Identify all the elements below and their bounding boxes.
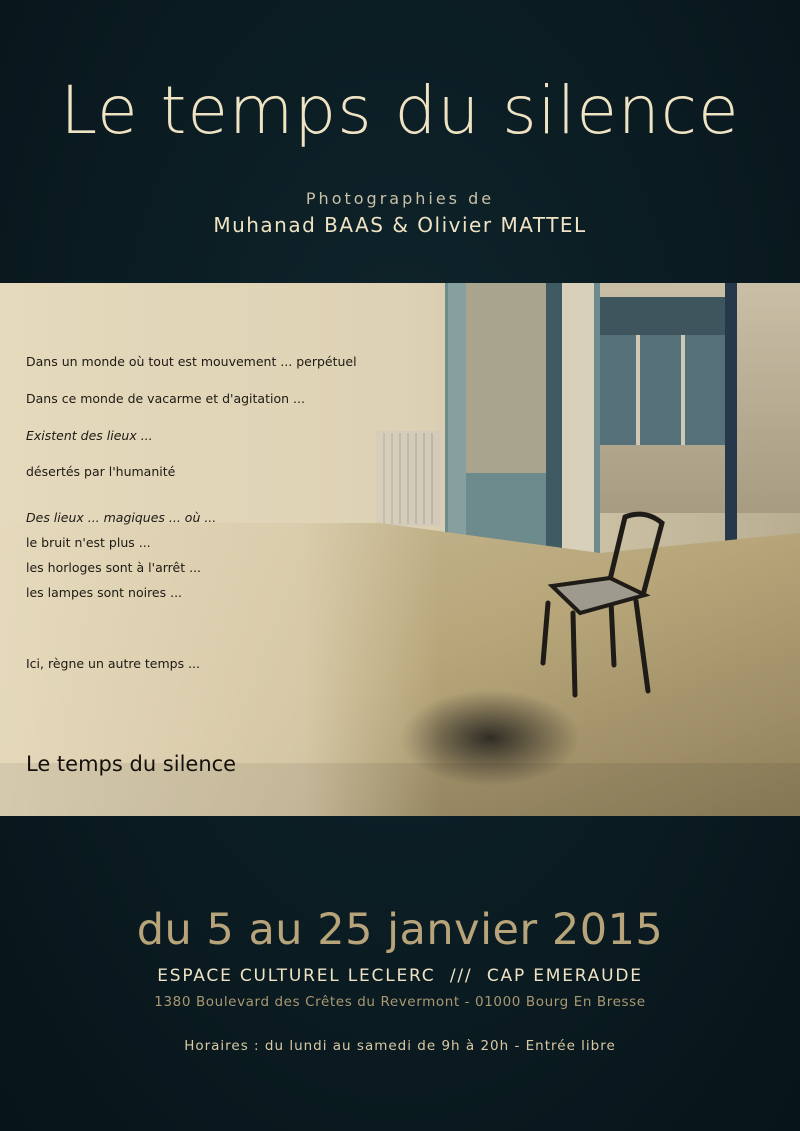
poem-line: Ici, règne un autre temps ... [26, 656, 200, 671]
poster-authors: Muhanad BAAS & Olivier MATTEL [213, 213, 587, 237]
poem-line: Dans ce monde de vacarme et d'agitation ... [26, 391, 305, 406]
exhibition-dates: du 5 au 25 janvier 2015 [136, 905, 664, 955]
venue-name: ESPACE CULTUREL LECLERC /// CAP EMERAUDE [157, 966, 643, 986]
venue-address: 1380 Boulevard des Crêtes du Revermont - 01000 Bourg En Bresse [154, 994, 646, 1010]
poem-line: Existent des lieux ... [26, 428, 153, 443]
poem-line: les lampes sont noires ... [26, 585, 183, 600]
poster-title: Le temps du silence [60, 72, 740, 149]
poem-line: désertés par l'humanité [26, 464, 176, 479]
opening-hours: Horaires : du lundi au samedi de 9h à 20h - Entrée libre [184, 1038, 616, 1054]
poster-subtitle: Photographies de [305, 189, 495, 208]
poem-line: le bruit n'est plus ... [26, 535, 151, 550]
poem-line: Des lieux ... magiques ... où ... [26, 510, 217, 525]
poem-line: les horloges sont à l'arrêt ... [26, 560, 202, 575]
photo-caption: Le temps du silence [26, 752, 237, 776]
poem-line: Dans un monde où tout est mouvement ... perpétuel [26, 354, 357, 369]
